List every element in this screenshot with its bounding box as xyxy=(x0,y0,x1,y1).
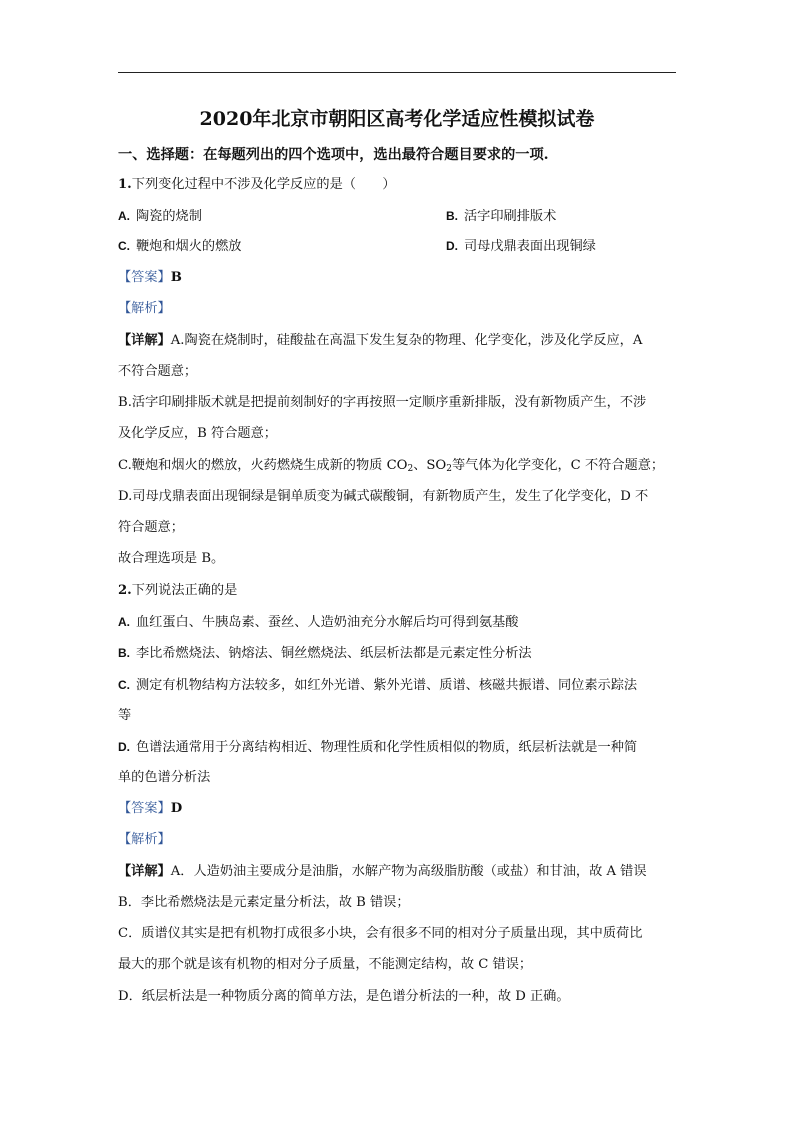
section-heading: 一、选择题：在每题列出的四个选项中，选出最符合题目要求的一项. xyxy=(118,147,549,163)
q1-answer-value: B xyxy=(170,270,182,285)
q2-option-d-letter: D. xyxy=(118,740,130,754)
q2-option-c-letter: C. xyxy=(118,678,130,692)
q1-detail-tag: 【详解】 xyxy=(118,333,171,348)
q1-detail-text-5b: 、SO xyxy=(413,458,447,473)
question-2-number: 2. xyxy=(118,583,132,598)
q2-detail-line-5: D．纸层析法是一种物质分离的简单方法，是色谱分析法的一种，故 D 正确。 xyxy=(118,989,570,1004)
q1-answer-tag: 【答案】 xyxy=(118,270,171,285)
q1-option-b-letter: B. xyxy=(446,209,458,223)
q2-option-c xyxy=(118,676,637,695)
q2-option-d-text: 色谱法通常用于分离结构相近、物理性质和化学性质相似的物质，纸层析法就是一种简 xyxy=(136,740,638,755)
q2-answer xyxy=(118,800,182,818)
q2-detail-tag: 【详解】 xyxy=(118,864,171,879)
q2-option-c-text: 测定有机物结构方法较多，如红外光谱、紫外光谱、质谱、核磁共振谱、同位素示踪法 xyxy=(136,678,638,693)
q1-option-d xyxy=(446,237,596,256)
q1-detail-text-5c: 等气体为化学变化，C 不符合题意； xyxy=(451,458,665,473)
q1-answer xyxy=(118,269,182,287)
q2-answer-value: D xyxy=(170,801,183,816)
q1-detail-line-3: B.活字印刷排版术就是把提前刻制好的字再按照一定顺序重新排版，没有新物质产生，不涉 xyxy=(118,395,647,410)
q1-option-b-text: 活字印刷排版术 xyxy=(464,209,557,224)
q2-detail-line-2: B．李比希燃烧法是元素定量分析法，故 B 错误； xyxy=(118,895,410,910)
q2-option-b xyxy=(118,644,532,663)
q2-analysis-tag: 【解析】 xyxy=(118,832,171,847)
question-1-text: 下列变化过程中不涉及化学反应的是（ ） xyxy=(131,177,396,192)
q2-option-a-letter: A. xyxy=(118,615,130,629)
question-1-stem xyxy=(118,176,396,194)
so2-subscript: 2 xyxy=(446,464,452,474)
question-1-number: 1. xyxy=(118,177,132,192)
q1-option-d-letter: D. xyxy=(446,239,458,253)
q1-detail-line-5 xyxy=(118,457,664,475)
q2-answer-tag: 【答案】 xyxy=(118,801,171,816)
q2-option-a xyxy=(118,613,518,632)
q1-option-a-text: 陶瓷的烧制 xyxy=(136,209,202,224)
q1-detail-text-1: A.陶瓷在烧制时，硅酸盐在高温下发生复杂的物理、化学变化，涉及化学反应，A xyxy=(170,333,643,348)
q1-detail-line-1 xyxy=(118,332,642,350)
question-2-text: 下列说法正确的是 xyxy=(131,583,238,598)
top-rule xyxy=(118,72,676,73)
q2-detail-line-1 xyxy=(118,863,647,881)
q1-option-d-text: 司母戊鼎表面出现铜绿 xyxy=(464,239,596,254)
page-title: 2020年北京市朝阳区高考化学适应性模拟试卷 xyxy=(199,108,595,130)
q1-analysis-tag: 【解析】 xyxy=(118,301,171,316)
q2-option-b-text: 李比希燃烧法、钠熔法、铜丝燃烧法、纸层析法都是元素定性分析法 xyxy=(136,646,532,661)
q2-option-d xyxy=(118,738,637,757)
q2-option-b-letter: B. xyxy=(118,646,130,660)
q1-detail-line-6: D.司母戊鼎表面出现铜绿是铜单质变为碱式碳酸铜，有新物质产生，发生了化学变化，D 不 xyxy=(118,489,649,504)
q2-option-c-cont: 等 xyxy=(118,708,132,723)
q1-option-c-text: 鞭炮和烟火的燃放 xyxy=(136,239,242,254)
q2-detail-line-3: C．质谱仪其实是把有机物打成很多小块，会有很多不同的相对分子质量出现，其中质荷比 xyxy=(118,926,643,941)
q1-detail-line-8: 故合理选项是 B。 xyxy=(118,551,225,566)
q2-detail-line-4: 最大的那个就是该有机物的相对分子质量，不能测定结构，故 C 错误； xyxy=(118,957,533,972)
q1-option-c-letter: C. xyxy=(118,239,130,253)
q1-detail-line-7: 符合题意； xyxy=(118,520,184,535)
q1-detail-line-2: 不符合题意； xyxy=(118,364,198,379)
q2-option-d-cont: 单的色谱分析法 xyxy=(118,770,211,785)
q2-detail-text-1: A．人造奶油主要成分是油脂，水解产物为高级脂肪酸（或盐）和甘油，故 A 错误 xyxy=(170,864,647,879)
q1-option-a-letter: A. xyxy=(118,209,130,223)
q2-option-a-text: 血红蛋白、牛胰岛素、蚕丝、人造奶油充分水解后均可得到氨基酸 xyxy=(136,615,519,630)
co2-subscript: 2 xyxy=(407,464,414,474)
q1-detail-line-4: 及化学反应，B 符合题意； xyxy=(118,426,277,441)
q1-option-c xyxy=(118,237,242,256)
q1-option-b xyxy=(446,207,556,226)
q1-detail-text-5a: C.鞭炮和烟火的燃放，火药燃烧生成新的物质 CO xyxy=(118,458,408,473)
q1-option-a xyxy=(118,207,202,226)
question-2-stem xyxy=(118,582,237,600)
